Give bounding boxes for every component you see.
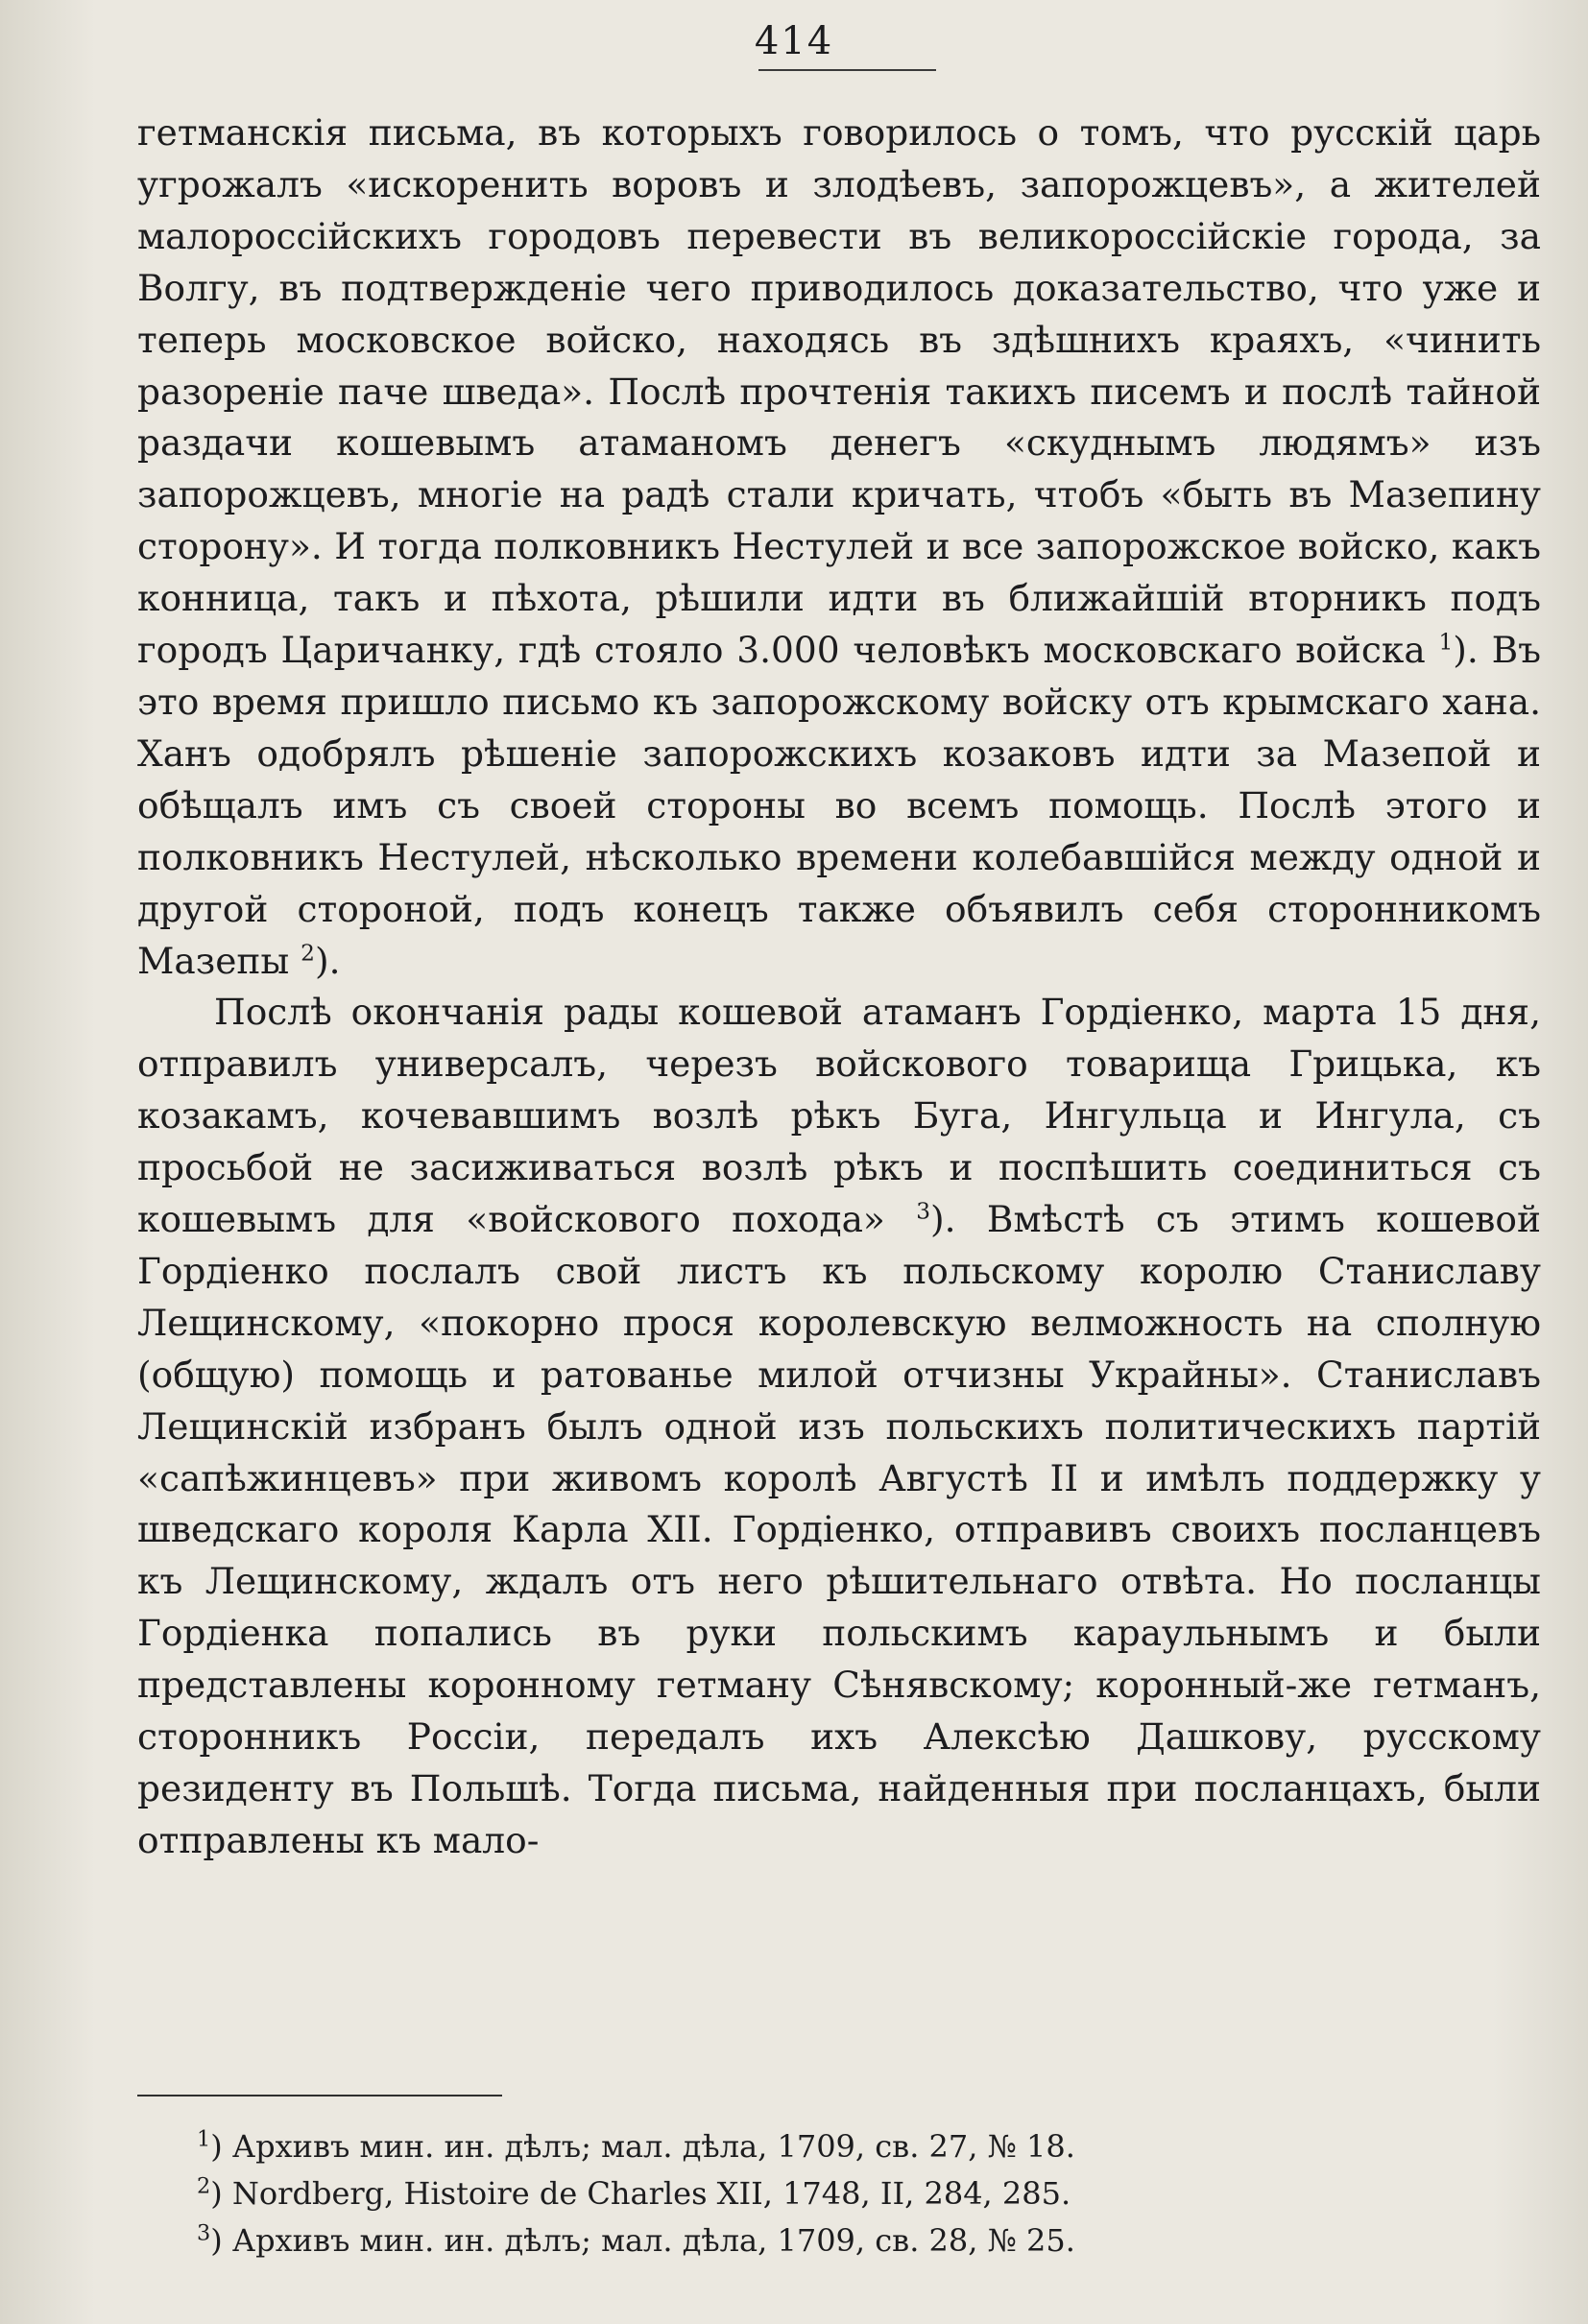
body-text: [137, 108, 1541, 1867]
footnote-text: ) Архивъ мин. ин. дѣлъ; мал. дѣла, 1709, св. 28, № 25.: [210, 2222, 1075, 2259]
footnote-2: [197, 2170, 1445, 2217]
footnote-rule: [137, 2095, 502, 2096]
footnote-text: ) Nordberg, Histoire de Charles XII, 1748, II, 284, 285.: [210, 2175, 1071, 2212]
footnote-reference[interactable]: 1: [1438, 629, 1454, 656]
footnote-reference[interactable]: 3: [916, 1198, 931, 1225]
footnote-3: [197, 2217, 1445, 2264]
footnotes: [197, 2123, 1445, 2264]
footnote-mark: 2: [197, 2173, 211, 2199]
footnote-mark: 3: [197, 2220, 211, 2246]
paragraph-text: гетманскія письма, въ которыхъ говорилось о томъ, что русскій царь угрожалъ «искоренить воровъ и злодѣевъ, запорожцевъ», а жителей малороссійскихъ городовъ перевести въ великороссійскіе города, за Волгу, въ подтвержденіе чего приводилось доказательство, что уже и теперь московское войско, находясь въ здѣшнихъ краяхъ, «чинить разореніе паче шведа». Послѣ прочтенія такихъ писемъ и послѣ тайной раздачи кошевымъ атаманомъ денегъ «скуднымъ людямъ» изъ запорожцевъ, многіе на радѣ стали кричать, чтобъ «быть въ Мазепину сторону». И тогда полковникъ Нестулей и все запорожское войско, какъ конница, такъ и пѣхота, рѣшили идти въ ближайшій вторникъ подъ городъ Царичанку, гдѣ стояло 3.000 человѣкъ московскаго войска: [137, 111, 1541, 672]
paragraph-text: Послѣ окончанія рады кошевой атаманъ Гордіенко, марта 15 дня, отправилъ универсалъ, черезъ войскового товарища Грицька, къ козакамъ, кочевавшимъ возлѣ рѣкъ Буга, Ингульца и Ингула, съ просьбой не засиживаться возлѣ рѣкъ и поспѣшить соединиться съ кошевымъ для «войскового похода»: [137, 991, 1541, 1241]
footnote-text: ) Архивъ мин. ин. дѣлъ; мал. дѣла, 1709, св. 27, № 18.: [210, 2128, 1075, 2165]
paragraph-text: ). Въ это время пришло письмо къ запорожскому войску отъ крымскаго хана. Ханъ одобрялъ рѣшеніе запорожскихъ козаковъ идти за Мазепой и обѣщалъ имъ съ своей стороны во всемъ помощь. Послѣ этого и полковникъ Нестулей, нѣсколько времени колебавшійся между одной и другой стороной, подъ конецъ также объявилъ себя сторонникомъ Мазепы: [137, 629, 1542, 982]
page-number: 414: [754, 19, 834, 63]
paragraph-text: ).: [314, 939, 341, 982]
paragraph-text: ). Вмѣстѣ съ этимъ кошевой Гордіенко послалъ свой листъ къ польскому королю Станиславу Лещинскому, «покорно прося королевскую велможность на сполную (общую) помощь и ратованье милой отчизны Украйны». Станиславъ Лещинскій избранъ былъ одной изъ польскихъ политическихъ партій «сапѣжинцевъ» при живомъ королѣ Августѣ II и имѣлъ поддержку у шведскаго короля Карла XII. Гордіенко, отправивъ своихъ посланцевъ къ Лещинскому, ждалъ отъ него рѣшительнаго отвѣта. Но посланцы Гордіенка попались въ руки польскимъ караульнымъ и были представлены коронному гетману Сѣнявскому; коронный-же гетманъ, сторонникъ Россіи, передалъ ихъ Алексѣю Дашкову, русскому резиденту въ Польшѣ. Тогда письма, найденныя при посланцахъ, были отправлены къ мало-: [137, 1198, 1541, 1861]
paragraph-2: [137, 987, 1541, 1866]
footnote-1: [197, 2123, 1445, 2170]
header-rule: [758, 69, 936, 71]
footnote-reference[interactable]: 2: [301, 940, 315, 966]
paragraph-1: [137, 108, 1541, 987]
footnote-mark: 1: [197, 2126, 211, 2152]
